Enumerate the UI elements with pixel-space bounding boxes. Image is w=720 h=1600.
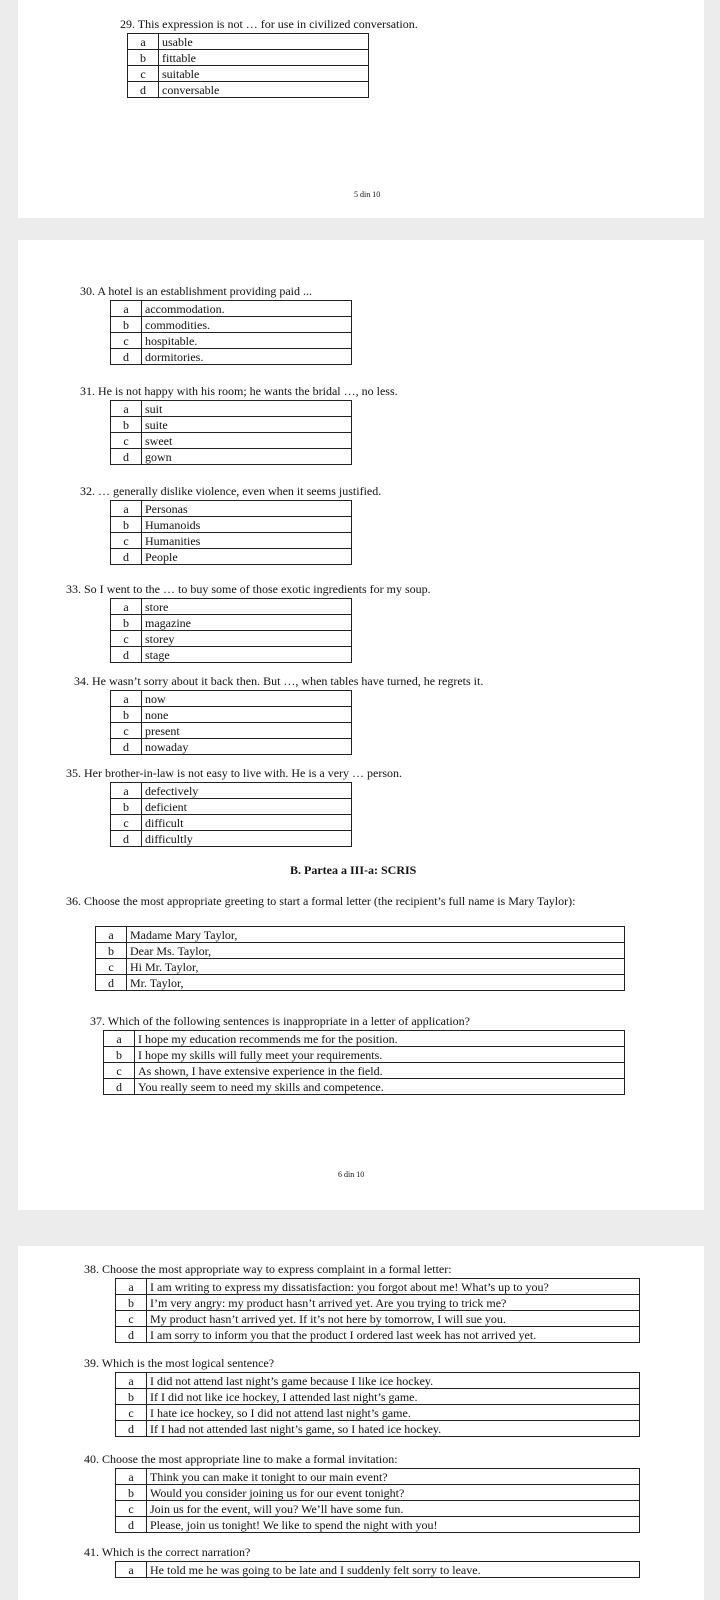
option-letter: d xyxy=(128,82,159,98)
options-36 xyxy=(95,926,625,991)
option-row xyxy=(116,1421,640,1437)
question-34: 34. He wasn’t sorry about it back then. But …, when tables have turned, he regrets it. xyxy=(74,674,484,688)
option-letter: b xyxy=(111,517,142,533)
option-row xyxy=(116,1279,640,1295)
option-text: dormitories. xyxy=(142,349,352,365)
options-39 xyxy=(115,1372,640,1437)
option-text: Hi Mr. Taylor, xyxy=(127,959,625,975)
option-letter: a xyxy=(104,1031,135,1047)
option-row xyxy=(128,66,369,82)
option-row xyxy=(96,959,625,975)
option-text: stage xyxy=(142,647,352,663)
option-row xyxy=(104,1063,625,1079)
option-row xyxy=(111,301,352,317)
option-text: As shown, I have extensive experience in the field. xyxy=(135,1063,625,1079)
option-row xyxy=(111,815,352,831)
option-text: none xyxy=(142,707,352,723)
option-row xyxy=(96,943,625,959)
options-41 xyxy=(115,1561,640,1578)
option-text: He told me he was going to be late and I suddenly felt sorry to leave. xyxy=(147,1562,640,1578)
option-text: now xyxy=(142,691,352,707)
question-36: 36. Choose the most appropriate greeting to start a formal letter (the recipient’s full name is Mary Taylor): xyxy=(66,894,576,908)
option-row xyxy=(111,739,352,755)
option-text: I hate ice hockey, so I did not attend last night’s game. xyxy=(147,1405,640,1421)
option-row xyxy=(111,799,352,815)
option-row xyxy=(116,1405,640,1421)
option-letter: c xyxy=(104,1063,135,1079)
option-row xyxy=(111,783,352,799)
option-row xyxy=(128,50,369,66)
option-text: nowaday xyxy=(142,739,352,755)
question-29: 29. This expression is not … for use in civilized conversation. xyxy=(120,17,418,31)
option-text: Humanities xyxy=(142,533,352,549)
option-row xyxy=(111,533,352,549)
option-letter: d xyxy=(111,349,142,365)
option-letter: c xyxy=(116,1311,147,1327)
option-row xyxy=(96,975,625,991)
option-row xyxy=(96,927,625,943)
option-row xyxy=(116,1469,640,1485)
question-40: 40. Choose the most appropriate line to make a formal invitation: xyxy=(84,1452,398,1466)
option-row xyxy=(116,1327,640,1343)
option-text: Mr. Taylor, xyxy=(127,975,625,991)
option-text: gown xyxy=(142,449,352,465)
option-letter: c xyxy=(116,1405,147,1421)
option-text: magazine xyxy=(142,615,352,631)
option-letter: d xyxy=(96,975,127,991)
option-text: commodities. xyxy=(142,317,352,333)
option-letter: b xyxy=(111,707,142,723)
option-text: Think you can make it tonight to our main event? xyxy=(147,1469,640,1485)
option-letter: c xyxy=(111,723,142,739)
option-letter: b xyxy=(116,1485,147,1501)
option-row xyxy=(104,1031,625,1047)
option-row xyxy=(111,517,352,533)
option-letter: a xyxy=(111,501,142,517)
question-41: 41. Which is the correct narration? xyxy=(84,1545,251,1559)
option-row xyxy=(111,333,352,349)
option-letter: a xyxy=(111,401,142,417)
option-text: difficult xyxy=(142,815,352,831)
option-text: difficultly xyxy=(142,831,352,847)
question-33: 33. So I went to the … to buy some of those exotic ingredients for my soup. xyxy=(66,582,431,596)
options-32 xyxy=(110,500,352,565)
option-text: suite xyxy=(142,417,352,433)
options-37 xyxy=(103,1030,625,1095)
option-row xyxy=(116,1517,640,1533)
question-35: 35. Her brother-in-law is not easy to live with. He is a very … person. xyxy=(66,766,403,780)
question-30: 30. A hotel is an establishment providing paid ... xyxy=(80,284,312,298)
option-row xyxy=(116,1295,640,1311)
option-text: People xyxy=(142,549,352,565)
option-text: Madame Mary Taylor, xyxy=(127,927,625,943)
option-text: fittable xyxy=(159,50,369,66)
option-row xyxy=(116,1501,640,1517)
option-text: store xyxy=(142,599,352,615)
option-row xyxy=(111,349,352,365)
option-letter: d xyxy=(111,549,142,565)
option-row xyxy=(111,707,352,723)
option-row xyxy=(128,82,369,98)
question-37: 37. Which of the following sentences is inappropriate in a letter of application? xyxy=(90,1014,470,1028)
option-text: hospitable. xyxy=(142,333,352,349)
option-letter: d xyxy=(116,1421,147,1437)
option-text: defectively xyxy=(142,783,352,799)
options-34 xyxy=(110,690,352,755)
option-row xyxy=(111,417,352,433)
option-text: suit xyxy=(142,401,352,417)
options-29 xyxy=(127,33,369,98)
option-letter: c xyxy=(111,533,142,549)
page-number-5: 5 din 10 xyxy=(354,190,381,199)
option-letter: d xyxy=(111,739,142,755)
option-letter: d xyxy=(111,647,142,663)
option-row xyxy=(111,723,352,739)
option-row xyxy=(111,317,352,333)
option-text: storey xyxy=(142,631,352,647)
options-33 xyxy=(110,598,352,663)
option-letter: c xyxy=(96,959,127,975)
option-letter: a xyxy=(111,783,142,799)
option-letter: d xyxy=(111,831,142,847)
option-text: Humanoids xyxy=(142,517,352,533)
option-text: If I had not attended last night’s game, so I hated ice hockey. xyxy=(147,1421,640,1437)
option-row xyxy=(111,691,352,707)
option-letter: d xyxy=(111,449,142,465)
option-letter: a xyxy=(116,1373,147,1389)
option-letter: d xyxy=(116,1327,147,1343)
option-letter: b xyxy=(116,1295,147,1311)
option-text: Would you consider joining us for our event tonight? xyxy=(147,1485,640,1501)
option-letter: d xyxy=(116,1517,147,1533)
option-text: I am sorry to inform you that the product I ordered last week has not arrived yet. xyxy=(147,1327,640,1343)
option-text: If I did not like ice hockey, I attended last night’s game. xyxy=(147,1389,640,1405)
option-row xyxy=(111,501,352,517)
option-text: Join us for the event, will you? We’ll have some fun. xyxy=(147,1501,640,1517)
option-text: Personas xyxy=(142,501,352,517)
option-text: accommodation. xyxy=(142,301,352,317)
option-text: My product hasn’t arrived yet. If it’s not here by tomorrow, I will sue you. xyxy=(147,1311,640,1327)
option-letter: b xyxy=(128,50,159,66)
options-31 xyxy=(110,400,352,465)
option-letter: a xyxy=(116,1562,147,1578)
question-39: 39. Which is the most logical sentence? xyxy=(84,1356,275,1370)
option-row xyxy=(128,34,369,50)
options-30 xyxy=(110,300,352,365)
option-text: sweet xyxy=(142,433,352,449)
option-row xyxy=(104,1047,625,1063)
option-letter: b xyxy=(111,317,142,333)
option-letter: c xyxy=(111,815,142,831)
option-text: You really seem to need my skills and competence. xyxy=(135,1079,625,1095)
option-letter: b xyxy=(111,799,142,815)
option-row xyxy=(111,401,352,417)
option-letter: c xyxy=(111,333,142,349)
option-letter: b xyxy=(96,943,127,959)
question-38: 38. Choose the most appropriate way to express complaint in a formal letter: xyxy=(84,1262,452,1276)
option-text: deficient xyxy=(142,799,352,815)
option-row xyxy=(116,1311,640,1327)
option-row xyxy=(111,647,352,663)
option-text: I am writing to express my dissatisfaction: you forgot about me! What’s up to you? xyxy=(147,1279,640,1295)
option-row xyxy=(111,831,352,847)
option-row xyxy=(111,449,352,465)
option-row xyxy=(116,1373,640,1389)
option-letter: a xyxy=(116,1279,147,1295)
option-letter: a xyxy=(111,301,142,317)
option-row xyxy=(111,631,352,647)
option-letter: c xyxy=(111,433,142,449)
option-text: Please, join us tonight! We like to spend the night with you! xyxy=(147,1517,640,1533)
options-38 xyxy=(115,1278,640,1343)
option-row xyxy=(111,433,352,449)
option-text: suitable xyxy=(159,66,369,82)
option-row xyxy=(111,599,352,615)
option-letter: b xyxy=(111,615,142,631)
option-row xyxy=(116,1485,640,1501)
option-text: I hope my education recommends me for the position. xyxy=(135,1031,625,1047)
option-row xyxy=(104,1079,625,1095)
option-text: I hope my skills will fully meet your requirements. xyxy=(135,1047,625,1063)
option-row xyxy=(116,1562,640,1578)
option-text: present xyxy=(142,723,352,739)
option-text: usable xyxy=(159,34,369,50)
option-letter: b xyxy=(111,417,142,433)
option-text: Dear Ms. Taylor, xyxy=(127,943,625,959)
page-number-6: 6 din 10 xyxy=(338,1170,365,1179)
option-row xyxy=(111,615,352,631)
question-31: 31. He is not happy with his room; he wants the bridal …, no less. xyxy=(80,384,398,398)
option-row xyxy=(116,1389,640,1405)
option-text: I’m very angry: my product hasn’t arrived yet. Are you trying to trick me? xyxy=(147,1295,640,1311)
option-letter: b xyxy=(116,1389,147,1405)
option-letter: c xyxy=(116,1501,147,1517)
option-letter: c xyxy=(111,631,142,647)
option-letter: a xyxy=(111,691,142,707)
option-letter: c xyxy=(128,66,159,82)
option-letter: a xyxy=(128,34,159,50)
option-letter: b xyxy=(104,1047,135,1063)
option-letter: a xyxy=(111,599,142,615)
option-letter: a xyxy=(116,1469,147,1485)
option-text: I did not attend last night’s game because I like ice hockey. xyxy=(147,1373,640,1389)
section-heading: B. Partea a III-a: SCRIS xyxy=(290,863,417,877)
option-row xyxy=(111,549,352,565)
question-32: 32. … generally dislike violence, even when it seems justified. xyxy=(80,484,382,498)
option-letter: d xyxy=(104,1079,135,1095)
options-35 xyxy=(110,782,352,847)
option-letter: a xyxy=(96,927,127,943)
option-text: conversable xyxy=(159,82,369,98)
options-40 xyxy=(115,1468,640,1533)
